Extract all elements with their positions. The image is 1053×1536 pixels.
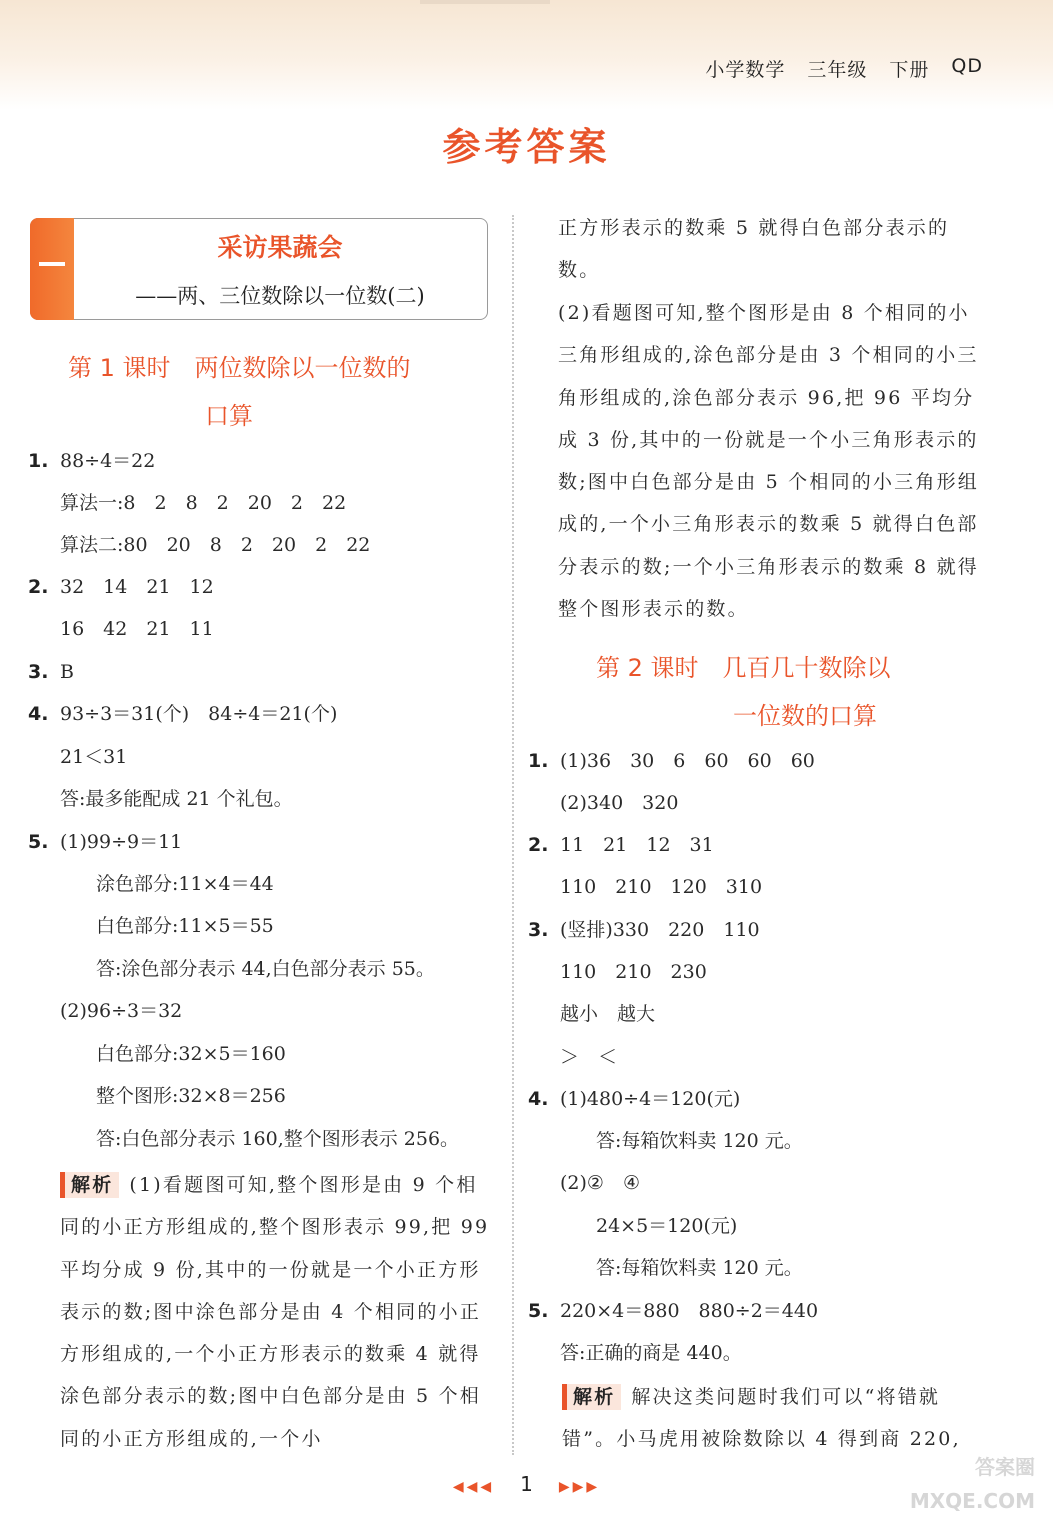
answer-line: ＞ ＜ [560,1046,618,1068]
answer-line: 220×4＝880 880÷2＝440 [560,1300,819,1322]
question-number: 1. [528,750,549,772]
answer-line: 白色部分:32×5＝160 [96,1043,286,1065]
lesson-1-heading [68,344,411,440]
unit-number-one [39,262,65,266]
answer-line: 16 42 21 11 [60,618,214,640]
question-number: 2. [528,834,549,856]
analysis-continued [558,207,990,292]
lesson-2-line2: 一位数的口算 [733,702,877,730]
answer-line: 110 210 120 310 [560,876,763,898]
analysis-tag: 解析 [60,1172,119,1198]
answer-line: 110 210 230 [560,961,707,983]
lesson-2-heading [596,644,891,740]
question-number: 5. [28,831,49,853]
watermark-text: 答案圈 [975,1455,1035,1479]
analysis-text: (2)看题图可知,整个图形是由 8 个相同的小三角形组成的,涂色部分是由 3 个相同的小三角形组成的,涂色部分表示 96,把 96 平均分成 3 份,其中的一份就是一个小三角形表示的数;图中白色部分是由 5 个相同的小三角形组成的,一个小三角形表示的数乘 5 就得白色部分表示的数;一个小三角形表示的数乘 8 就得整个图形表示的数。 [558,302,979,621]
answer-line: 21＜31 [60,746,128,768]
answer-line: 整个图形:32×8＝256 [96,1085,286,1107]
unit-title: 采访果蔬会 [217,233,343,262]
answer-line: 88÷4＝22 [60,450,156,472]
subject-label: 小学数学 [705,59,786,81]
volume-label: 下册 [889,59,930,81]
column-divider [512,215,514,1455]
answer-line: 答:涂色部分表示 44,白色部分表示 55。 [96,958,435,980]
question-number: 2. [28,576,49,598]
binding-strip [420,0,550,4]
answer-line: (2)② ④ [560,1172,640,1194]
answer-line: 算法一:8 2 8 2 20 2 22 [60,492,347,514]
answer-line: (2)340 320 [560,792,679,814]
analysis-text: 解决这类问题时我们可以“将错就错”。小马虎用被除数除以 4 得到商 220, [562,1386,961,1451]
answer-line: 答:每箱饮料卖 120 元。 [596,1130,803,1152]
analysis-part-2 [558,292,990,630]
question-number: 1. [28,450,49,472]
analysis-text: (1)看题图可知,整个图形是由 9 个相同的小正方形组成的,整个图形表示 99,把 99 平均分成 9 份,其中的一份就是一个小正方形表示的数;图中涂色部分是由 4 个相同的小正方形组成的,一个小正方形表示的数乘 4 就得涂色部分表示的数;图中白色部分是由 5 个相同的小正方形组成的,一个小 [60,1174,490,1450]
answer-line: 答:最多能配成 21 个礼包。 [60,788,293,810]
analysis-block [562,1376,992,1461]
answer-line: (2)96÷3＝32 [60,1000,183,1022]
analysis-text: 正方形表示的数乘 5 就得白色部分表示的数。 [558,217,950,282]
answer-line: 答:白色部分表示 160,整个图形表示 256。 [96,1128,460,1150]
left-arrows-icon: ◀◀◀ [452,1479,495,1495]
lesson-1-line1: 第 1 课时 两位数除以一位数的 [68,354,411,382]
question-number: 3. [528,919,549,941]
lesson-2-line1: 第 2 课时 几百几十数除以 [596,654,891,682]
grade-label: 三年级 [807,59,868,81]
lesson-1-line2: 口算 [205,402,253,430]
analysis-block [60,1164,496,1460]
right-arrows-icon: ▶▶▶ [558,1479,601,1495]
answer-line: 24×5＝120(元) [596,1215,738,1237]
question-number: 4. [28,703,49,725]
unit-number-tab [30,218,74,320]
answer-line: 算法二:80 20 8 2 20 2 22 [60,534,371,556]
answer-line: (竖排)330 220 110 [560,919,760,941]
answer-line: 涂色部分:11×4＝44 [96,873,274,895]
question-number: 4. [528,1088,549,1110]
question-number: 5. [528,1300,549,1322]
answer-line: B [60,661,74,683]
page-title: 参考答案 [442,125,611,169]
answer-line: 越小 越大 [560,1003,656,1025]
watermark-url: MXQE.COM [909,1489,1035,1513]
page-number: 1 [520,1472,533,1496]
answer-line: (1)36 30 6 60 60 60 [560,750,815,772]
question-number: 3. [28,661,49,683]
answer-line: (1)99÷9＝11 [60,831,183,853]
unit-subtitle: ——两、三位数除以一位数(二) [135,284,425,308]
answer-line: 93÷3＝31(个) 84÷4＝21(个) [60,703,338,725]
answer-line: (1)480÷4＝120(元) [560,1088,741,1110]
edition-label: QD [951,55,983,77]
analysis-tag: 解析 [562,1384,621,1410]
answer-line: 答:正确的商是 440。 [560,1342,742,1364]
answer-line: 11 21 12 31 [560,834,714,856]
answer-line: 32 14 21 12 [60,576,214,598]
answer-line: 白色部分:11×5＝55 [96,915,274,937]
answer-line: 答:每箱饮料卖 120 元。 [596,1257,803,1279]
watermark-logo [885,1450,1035,1530]
book-info [705,55,983,82]
